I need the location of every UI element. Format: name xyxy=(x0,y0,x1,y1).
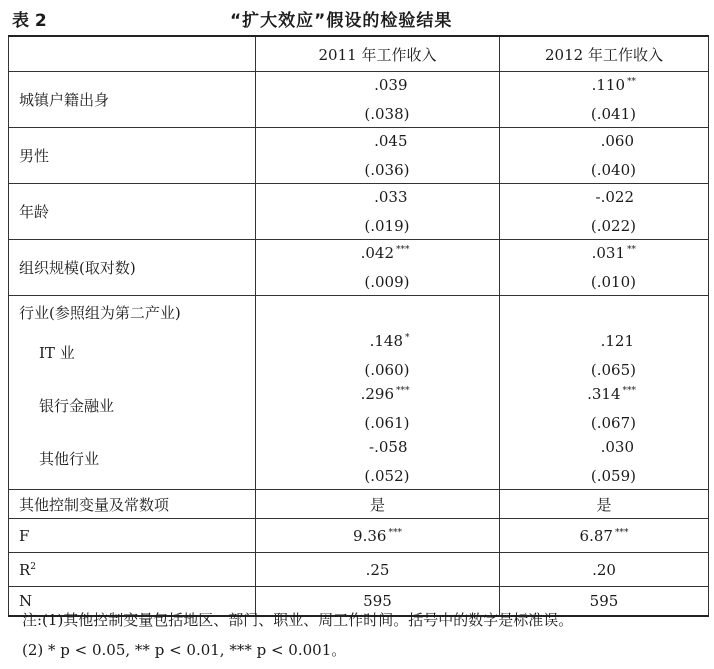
cell-2011 xyxy=(256,240,500,296)
cell-2011 xyxy=(256,519,500,553)
industry-cells-2012 xyxy=(500,296,709,490)
column-header-2011: 2011 年工作收入 xyxy=(256,36,500,72)
header-blank xyxy=(9,36,256,72)
industry-other-label: 其他行业 xyxy=(39,450,100,468)
standard-error: (.059) xyxy=(590,467,636,485)
cell-2011: 是 xyxy=(256,490,500,519)
industry-it-label: IT 业 xyxy=(39,344,75,362)
coefficient: .296 xyxy=(360,385,394,403)
coefficient: .148 xyxy=(369,332,403,350)
title-row xyxy=(0,0,714,34)
note-line-2: (2) * p < 0.05, ** p < 0.01, *** p < 0.001。 xyxy=(22,641,347,659)
coefficient: .110 xyxy=(591,76,625,94)
significance-stars: *** xyxy=(388,527,402,538)
f-value: 6.87 xyxy=(579,526,613,545)
standard-error: (.009) xyxy=(364,273,410,291)
industry-bank-label: 银行金融业 xyxy=(39,397,115,415)
cell-2012 xyxy=(500,240,709,296)
standard-error: (.010) xyxy=(590,273,636,291)
standard-error: (.022) xyxy=(590,217,636,235)
standard-error: (.065) xyxy=(590,361,636,379)
row-label: 其他控制变量及常数项 xyxy=(9,490,256,519)
significance-stars: ** xyxy=(627,77,636,87)
industry-cells-2011 xyxy=(256,296,500,490)
cell-2012 xyxy=(500,72,709,128)
row-label: 年龄 xyxy=(9,184,256,240)
table-row xyxy=(9,553,709,587)
r-superscript: 2 xyxy=(30,561,37,572)
significance-stars: *** xyxy=(614,527,629,538)
results-table xyxy=(8,35,709,617)
table-row xyxy=(9,240,709,296)
cell-2011 xyxy=(256,72,500,128)
standard-error: (.060) xyxy=(364,361,410,379)
table-label: 表 2 xyxy=(12,11,47,31)
cell-2011 xyxy=(256,184,500,240)
note-line-1: 注:(1)其他控制变量包括地区、部门、职业、周工作时间。括号中的数字是标准误。 xyxy=(22,611,574,629)
cell-2012 xyxy=(500,184,709,240)
standard-error: (.036) xyxy=(364,161,410,179)
significance-stars: ** xyxy=(627,245,636,255)
industry-heading: 行业(参照组为第二产业) xyxy=(19,304,181,322)
coefficient: .314 xyxy=(587,385,621,403)
significance-stars: *** xyxy=(396,245,410,255)
row-label: 城镇户籍出身 xyxy=(9,72,256,128)
cell-2011: .25 xyxy=(256,553,500,587)
row-label: 男性 xyxy=(9,128,256,184)
cell-2012: 595 xyxy=(500,587,709,617)
standard-error: (.061) xyxy=(364,414,410,432)
row-label xyxy=(9,553,256,587)
table-row xyxy=(9,184,709,240)
coefficient: .060 xyxy=(600,132,634,150)
table-row xyxy=(9,519,709,553)
cell-2011: 595 xyxy=(256,587,500,617)
coefficient: .045 xyxy=(374,132,408,150)
cell-2012: .20 xyxy=(500,553,709,587)
column-header-2012: 2012 年工作收入 xyxy=(500,36,709,72)
coefficient: .042 xyxy=(360,244,394,262)
cell-2012: 是 xyxy=(500,490,709,519)
row-label: N xyxy=(9,587,256,617)
significance-stars: * xyxy=(405,333,410,343)
significance-stars: *** xyxy=(622,386,636,396)
cell-2011 xyxy=(256,128,500,184)
industry-labels xyxy=(9,296,256,490)
cell-2012 xyxy=(500,519,709,553)
coefficient: .039 xyxy=(374,76,408,94)
standard-error: (.052) xyxy=(364,467,410,485)
f-value: 9.36 xyxy=(353,526,387,545)
standard-error: (.019) xyxy=(364,217,410,235)
coefficient: .033 xyxy=(374,188,408,206)
coefficient: .121 xyxy=(600,332,634,350)
standard-error: (.067) xyxy=(590,414,636,432)
table-title: “扩大效应”假设的检验结果 xyxy=(230,11,453,31)
table-row xyxy=(9,490,709,519)
coefficient: .030 xyxy=(600,438,634,456)
table-notes xyxy=(22,605,712,665)
r-label: R xyxy=(19,560,31,579)
table-row xyxy=(9,72,709,128)
industry-row xyxy=(9,296,709,490)
standard-error: (.038) xyxy=(364,105,410,123)
cell-2012 xyxy=(500,128,709,184)
coefficient: .031 xyxy=(591,244,625,262)
coefficient: -.058 xyxy=(369,438,408,456)
header-row xyxy=(9,36,709,72)
row-label: F xyxy=(9,519,256,553)
standard-error: (.040) xyxy=(590,161,636,179)
significance-stars: *** xyxy=(396,386,410,396)
table-row xyxy=(9,128,709,184)
row-label: 组织规模(取对数) xyxy=(9,240,256,296)
coefficient: -.022 xyxy=(595,188,634,206)
standard-error: (.041) xyxy=(590,105,636,123)
